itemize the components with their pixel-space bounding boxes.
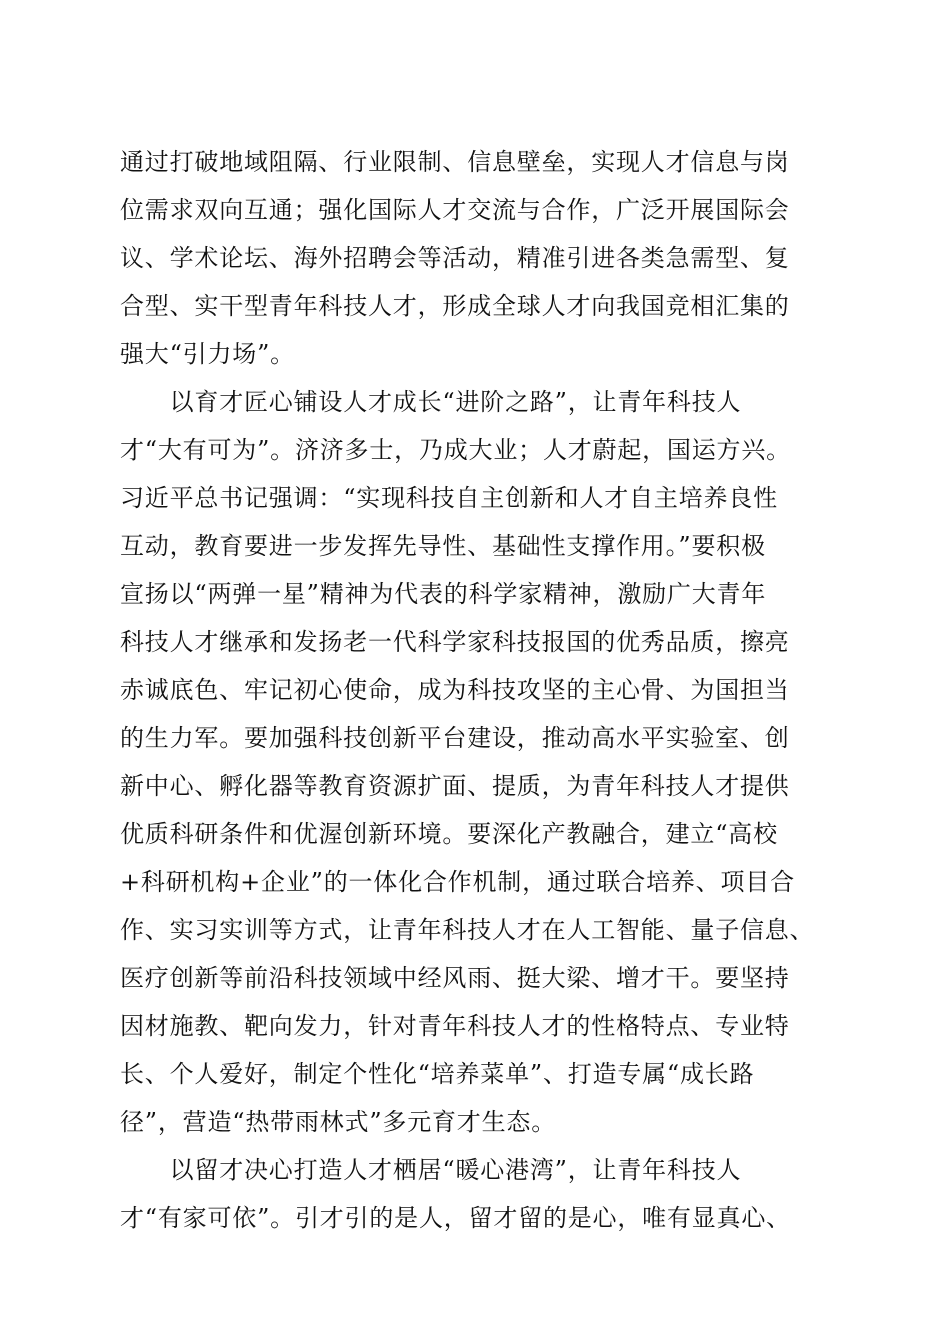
text-line: 才“有家可依”。引才引的是人，留才留的是心，唯有显真心、 bbox=[120, 1204, 791, 1232]
text-line: 合型、实干型青年科技人才，形成全球人才向我国竞相汇集的 bbox=[120, 292, 790, 320]
text-line: 的生力军。要加强科技创新平台建设，推动高水平实验室、创 bbox=[120, 724, 790, 752]
text-line: 强大“引力场”。 bbox=[120, 340, 295, 368]
text-line: 因材施教、靶向发力，针对青年科技人才的性格特点、专业特 bbox=[120, 1012, 790, 1040]
body-text bbox=[120, 138, 832, 1242]
text-line: 新中心、孵化器等教育资源扩面、提质，为青年科技人才提供 bbox=[120, 772, 790, 800]
text-line: 宣扬以“两弹一星”精神为代表的科学家精神，激励广大青年 bbox=[120, 580, 767, 608]
text-line: 科技人才继承和发扬老一代科学家科技报国的优秀品质，擦亮 bbox=[120, 628, 790, 656]
text-line: 位需求双向互通；强化国际人才交流与合作，广泛开展国际会 bbox=[120, 196, 790, 224]
text-line: 通过打破地域阻隔、行业限制、信息壁垒，实现人才信息与岗 bbox=[120, 148, 790, 176]
text-line: 径”，营造“热带雨林式”多元育才生态。 bbox=[120, 1108, 557, 1136]
text-line: 作、实习实训等方式，让青年科技人才在人工智能、量子信息、 bbox=[120, 916, 815, 944]
text-line: 优质科研条件和优渥创新环境。要深化产教融合，建立“高校 bbox=[120, 820, 778, 848]
paragraph-start-line: 以留才决心打造人才栖居“暖心港湾”，让青年科技人 bbox=[120, 1156, 742, 1184]
text-line: 习近平总书记强调：“实现科技自主创新和人才自主培养良性 bbox=[120, 484, 778, 512]
text-line: 议、学术论坛、海外招聘会等活动，精准引进各类急需型、复 bbox=[120, 244, 790, 272]
text-line: 医疗创新等前沿科技领域中经风雨、挺大梁、增才干。要坚持 bbox=[120, 964, 790, 992]
text-line: 长、个人爱好，制定个性化“培养菜单”、打造专属“成长路 bbox=[120, 1060, 755, 1088]
text-line: 互动，教育要进一步发挥先导性、基础性支撑作用。”要积极 bbox=[120, 532, 766, 560]
text-line: +科研机构+企业”的一体化合作机制，通过联合培养、项目合 bbox=[120, 868, 795, 896]
text-line: 才“大有可为”。济济多士，乃成大业；人才蔚起，国运方兴。 bbox=[120, 436, 791, 464]
text-line: 赤诚底色、牢记初心使命，成为科技攻坚的主心骨、为国担当 bbox=[120, 676, 790, 704]
paragraph-start-line: 以育才匠心铺设人才成长“进阶之路”，让青年科技人 bbox=[120, 388, 742, 416]
